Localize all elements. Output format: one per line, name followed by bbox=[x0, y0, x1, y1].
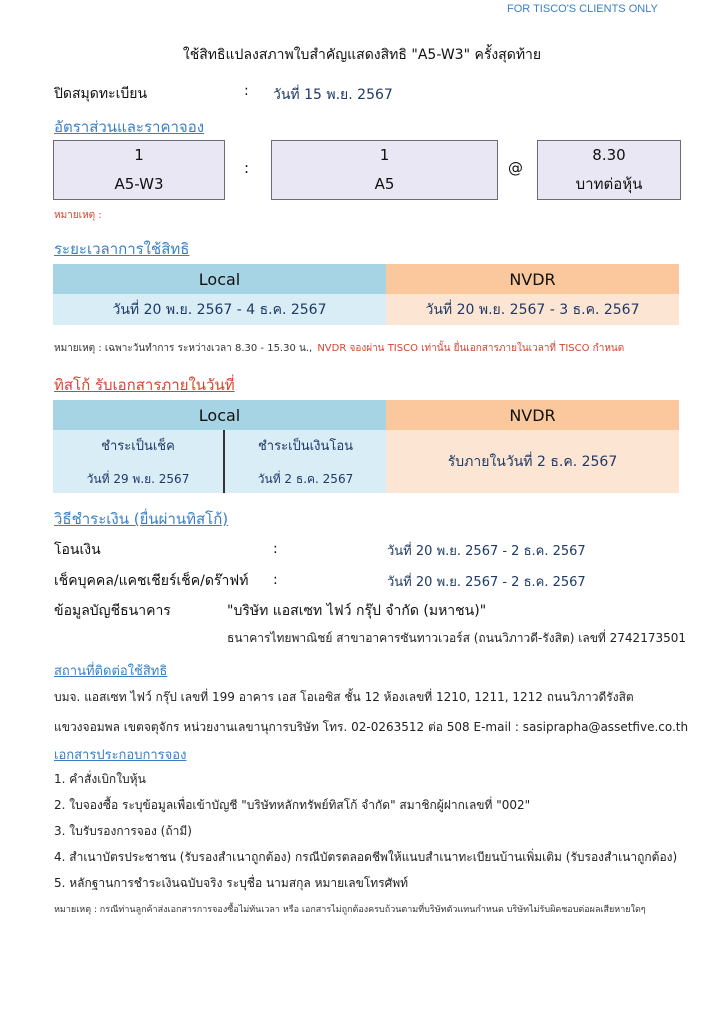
payment-cheque-label: เช็คบุคคล/แคชเชียร์เช็ค/ดร๊าฟท์ bbox=[54, 573, 249, 589]
bank-account-name: "บริษัท แอสเซท ไฟว์ กรุ๊ป จำกัด (มหาชน)" bbox=[227, 603, 487, 619]
docs-transfer-label: ชำระเป็นเงินโอน bbox=[257, 438, 354, 454]
document-item-4: 4. สำเนาบัตรประชาชน (รับรองสำเนาถูกต้อง) กรณีบัตรตลอดชีพให้แนบสำเนาทะเบียนบ้านเพิ่มเติม (รับรองสำเนาถูกต้อง) bbox=[54, 850, 678, 864]
docs-transfer-date: วันที่ 2 ธ.ค. 2567 bbox=[257, 471, 354, 486]
payment-cheque-dates: วันที่ 20 พ.ย. 2567 - 2 ธ.ค. 2567 bbox=[387, 575, 586, 590]
ratio-box-price-unit: บาทต่อหุ้น bbox=[575, 175, 643, 193]
docs-nvdr-header: NVDR bbox=[386, 400, 679, 430]
contact-address-line1: บมจ. แอสเซท ไฟว์ กรุ๊ป เลขที่ 199 อาคาร เอส โอเอซิส ชั้น 12 ห้องเลขที่ 1210, 1211, 1212 ถนนวิภาวดีรังสิต bbox=[54, 690, 634, 704]
contact-heading: สถานที่ติดต่อใช้สิทธิ bbox=[54, 664, 168, 679]
period-local-dates: วันที่ 20 พ.ย. 2567 - 4 ธ.ค. 2567 bbox=[53, 294, 386, 325]
payment-transfer-label: โอนเงิน bbox=[54, 542, 101, 558]
docs-cheque-date: วันที่ 29 พ.ย. 2567 bbox=[86, 471, 190, 486]
contact-address-line2: แขวงจอมพล เขตจตุจักร หน่วยงานเลขานุการบริษัท โทร. 02-0263512 ต่อ 508 E-mail : sasiprapha@assetfive.co.th bbox=[54, 720, 689, 734]
docs-cheque-label: ชำระเป็นเช็ค bbox=[101, 438, 175, 454]
period-remark-text: หมายเหตุ : เฉพาะวันทำการ ระหว่างเวลา 8.30 - 15.30 น., bbox=[54, 343, 313, 354]
book-close-colon: : bbox=[244, 83, 249, 99]
payment-transfer-colon: : bbox=[273, 541, 278, 557]
payment-cheque-colon: : bbox=[273, 572, 278, 588]
clients-only-note: FOR TISCO'S CLIENTS ONLY bbox=[507, 3, 658, 15]
docs-nvdr-date: รับภายในวันที่ 2 ธ.ค. 2567 bbox=[386, 430, 679, 493]
ratio-colon: : bbox=[244, 159, 250, 177]
document-item-5: 5. หลักฐานการชำระเงินฉบับจริง ระบุชื่อ นามสกุล หมายเลขโทรศัพท์ bbox=[54, 876, 409, 890]
docs-cheque-cell bbox=[53, 430, 223, 493]
ratio-box-share-name: A5 bbox=[374, 175, 395, 193]
documents-heading: เอกสารประกอบการจอง bbox=[54, 748, 187, 763]
period-heading: ระยะเวลาการใช้สิทธิ bbox=[54, 240, 190, 258]
ratio-at-sign: @ bbox=[508, 159, 523, 177]
period-nvdr-dates: วันที่ 20 พ.ย. 2567 - 3 ธ.ค. 2567 bbox=[386, 294, 679, 325]
ratio-box-share bbox=[271, 140, 498, 200]
ratio-box-warrant bbox=[53, 140, 225, 200]
document-item-3: 3. ใบรับรองการจอง (ถ้ามี) bbox=[54, 824, 192, 838]
book-close-label: ปิดสมุดทะเบียน bbox=[54, 86, 148, 102]
documents-footnote: หมายเหตุ : กรณีท่านลูกค้าส่งเอกสารการจองซื้อไม่ทันเวลา หรือ เอกสารไม่ถูกต้องครบถ้วนตามที่บริษัทตัวแทนกำหนด บริษัทไม่รับผิดชอบต่อผลเสียหายใดๆ bbox=[54, 905, 646, 915]
payment-transfer-dates: วันที่ 20 พ.ย. 2567 - 2 ธ.ค. 2567 bbox=[387, 544, 586, 559]
bank-info-label: ข้อมูลบัญชีธนาคาร bbox=[54, 603, 171, 619]
ratio-remark: หมายเหตุ : bbox=[54, 210, 102, 221]
page-title: ใช้สิทธิแปลงสภาพใบสำคัญแสดงสิทธิ "A5-W3" ครั้งสุดท้าย bbox=[182, 47, 542, 63]
document-item-2: 2. ใบจองซื้อ ระบุข้อมูลเพื่อเข้าบัญชี "บริษัทหลักทรัพย์ทิสโก้ จำกัด" สมาชิกผู้ฝากเลขที่ "002" bbox=[54, 798, 531, 812]
ratio-box-warrant-num: 1 bbox=[134, 146, 144, 164]
ratio-box-warrant-name: A5-W3 bbox=[114, 175, 164, 193]
payment-heading: วิธีชำระเงิน (ยื่นผ่านทิสโก้) bbox=[54, 510, 229, 528]
period-nvdr-header: NVDR bbox=[386, 264, 679, 294]
ratio-box-price-num: 8.30 bbox=[592, 146, 626, 164]
docs-receive-heading: ทิสโก้ รับเอกสารภายในวันที่ bbox=[54, 376, 235, 394]
period-remark bbox=[54, 336, 624, 356]
ratio-box-share-num: 1 bbox=[379, 146, 390, 164]
bank-account-detail: ธนาคารไทยพาณิชย์ สาขาอาคารซันทาวเวอร์ส (ถนนวิภาวดี-รังสิต) เลขที่ 2742173501 bbox=[227, 631, 686, 645]
document-item-1: 1. คำสั่งเบิกใบหุ้น bbox=[54, 772, 146, 786]
period-remark-nvdr: NVDR จองผ่าน TISCO เท่านั้น ยื่นเอกสารภายในเวลาที่ TISCO กำหนด bbox=[317, 343, 625, 354]
period-local-header: Local bbox=[53, 264, 386, 294]
ratio-heading: อัตราส่วนและราคาจอง bbox=[54, 118, 205, 136]
docs-local-header: Local bbox=[53, 400, 386, 430]
ratio-box-price bbox=[537, 140, 681, 200]
book-close-date: วันที่ 15 พ.ย. 2567 bbox=[273, 87, 393, 103]
docs-transfer-cell bbox=[225, 430, 386, 493]
